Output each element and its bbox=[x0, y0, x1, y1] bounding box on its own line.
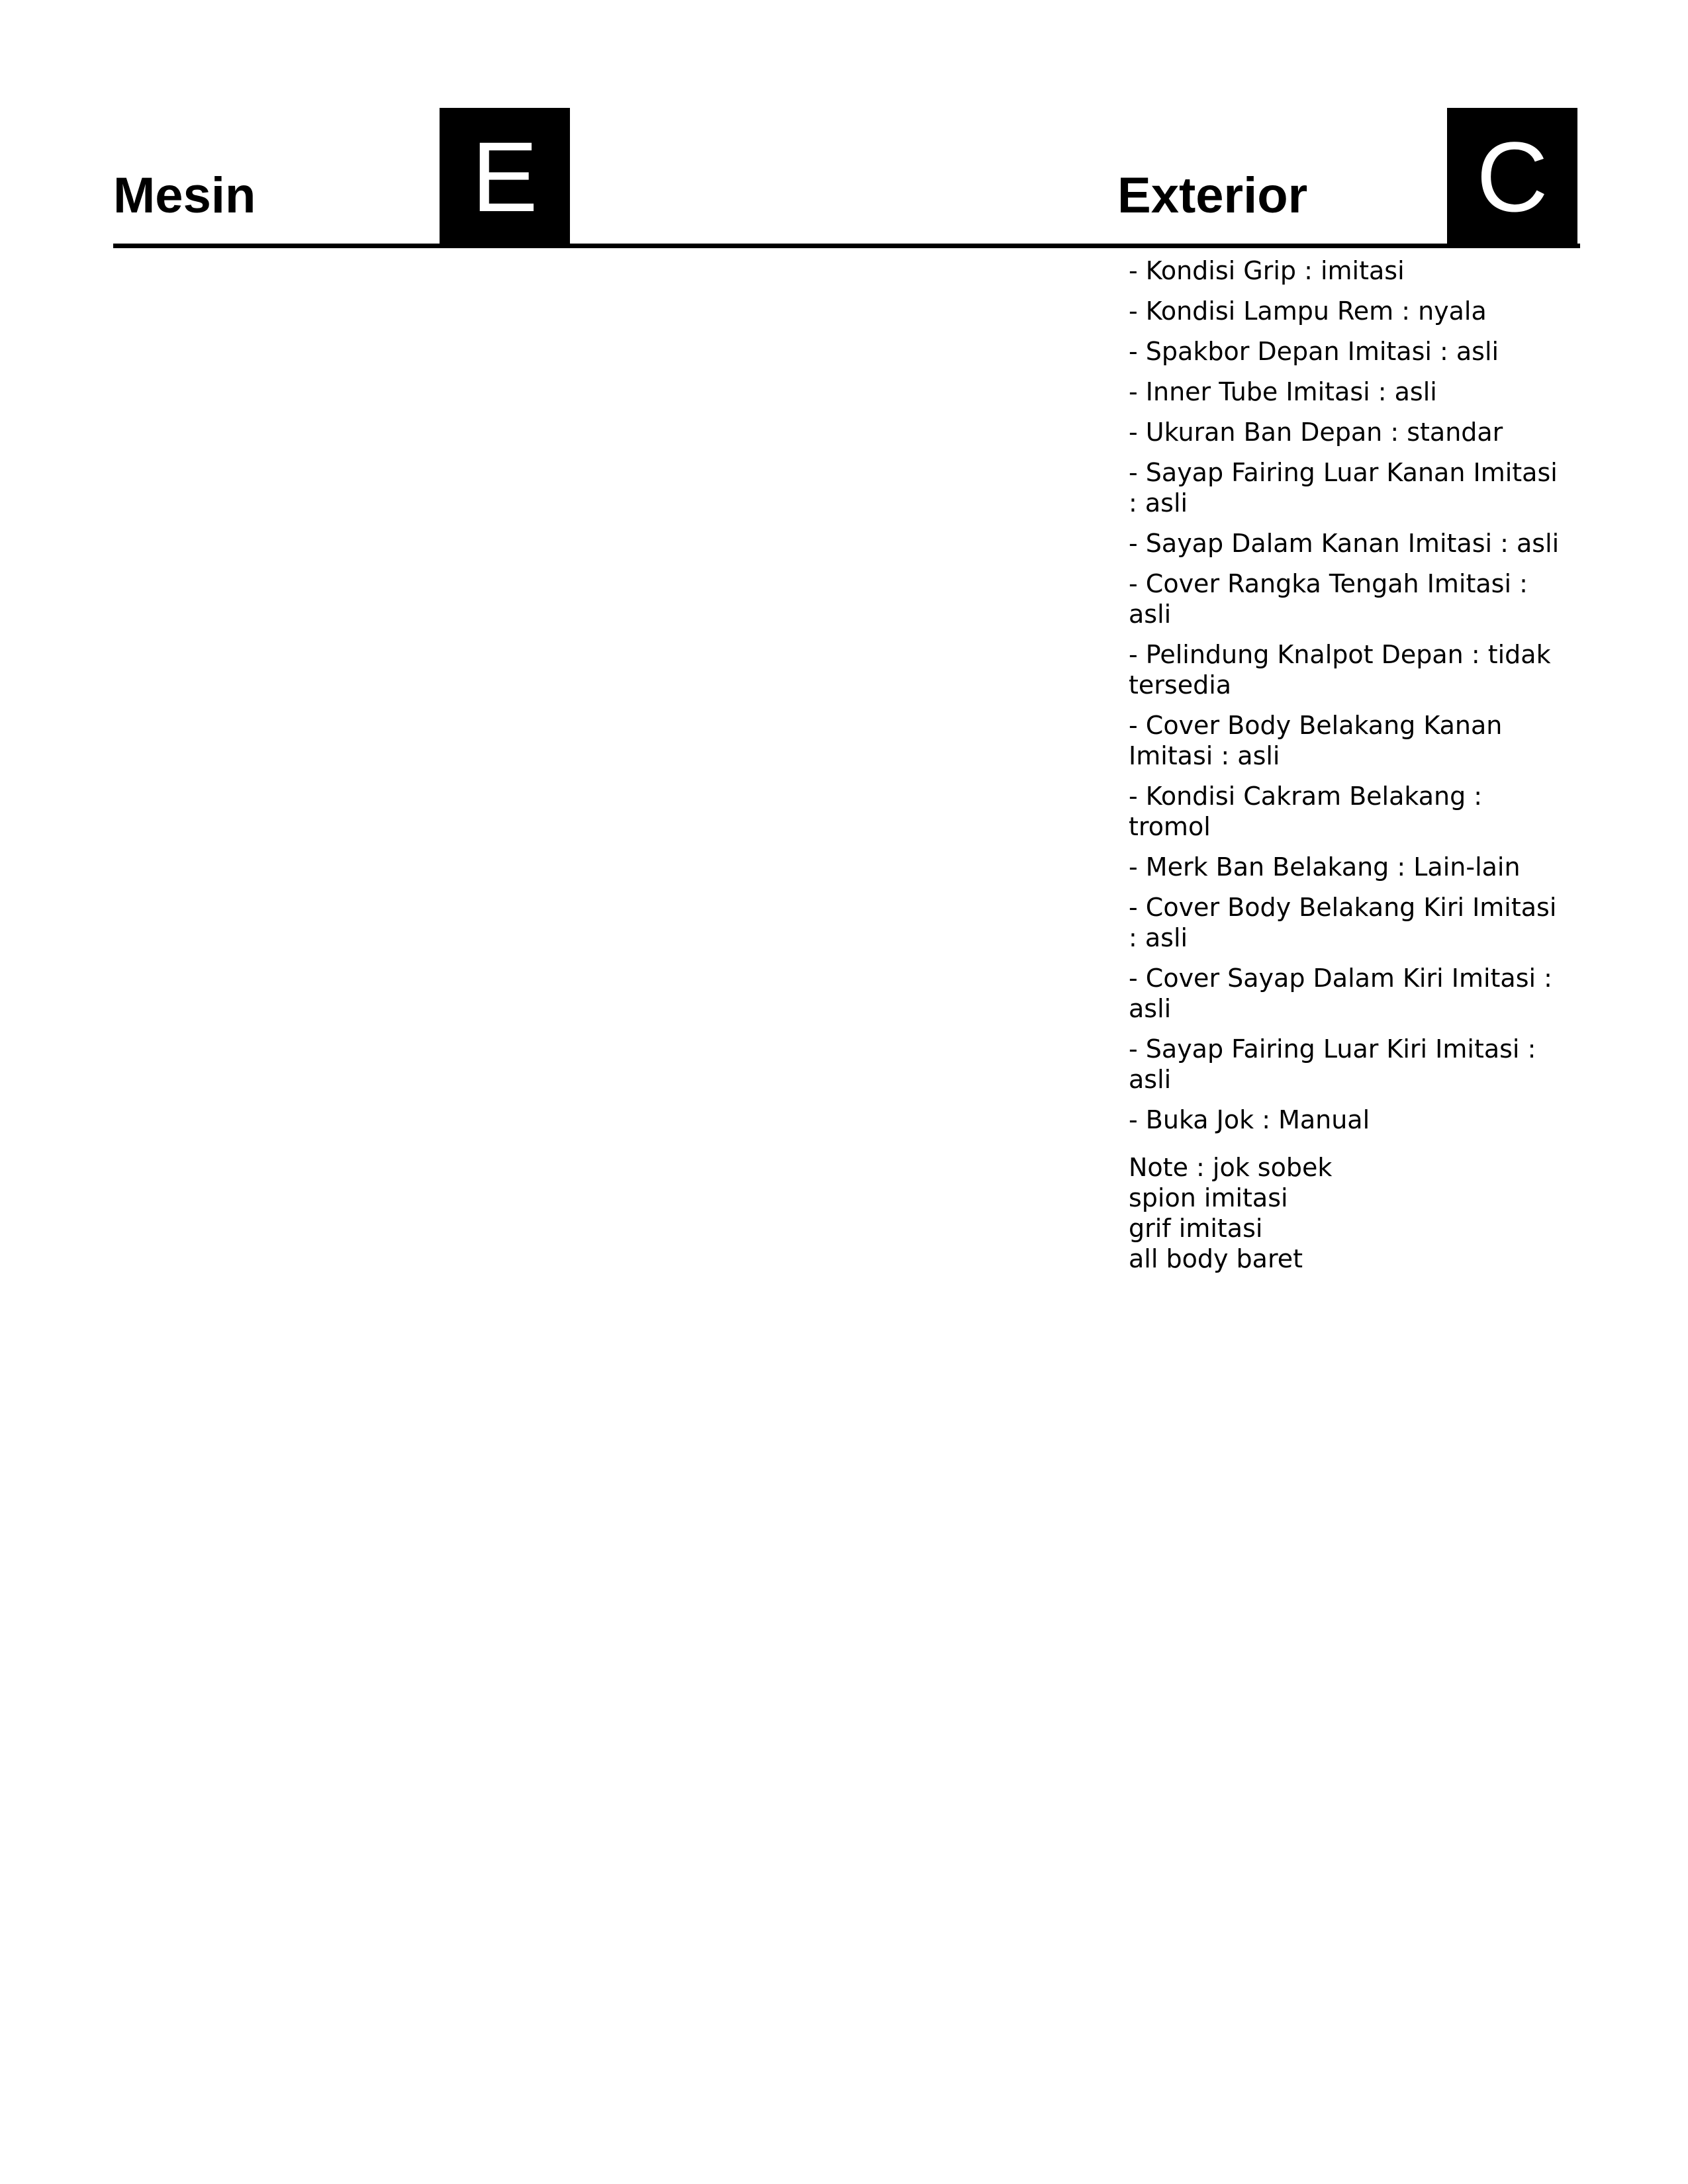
mesin-title: Mesin bbox=[113, 167, 256, 224]
exterior-item-list bbox=[1129, 255, 1566, 1145]
exterior-item: - Spakbor Depan Imitasi : asli bbox=[1129, 337, 1499, 366]
exterior-item: - Merk Ban Belakang : Lain-lain bbox=[1129, 852, 1521, 882]
exterior-item: - Pelindung Knalpot Depan : tidak tersedia bbox=[1129, 640, 1551, 700]
note-line: grif imitasi bbox=[1129, 1214, 1263, 1243]
exterior-item: - Sayap Fairing Luar Kanan Imitasi : asli bbox=[1129, 458, 1558, 518]
exterior-item: - Kondisi Grip : imitasi bbox=[1129, 256, 1405, 285]
exterior-title: Exterior bbox=[1117, 167, 1308, 224]
exterior-item: - Ukuran Ban Depan : standar bbox=[1129, 418, 1503, 447]
note-line: spion imitasi bbox=[1129, 1183, 1288, 1212]
note-line: Note : jok sobek bbox=[1129, 1153, 1333, 1182]
note-line: all body baret bbox=[1129, 1244, 1303, 1273]
exterior-item: - Inner Tube Imitasi : asli bbox=[1129, 377, 1437, 406]
exterior-item: - Sayap Dalam Kanan Imitasi : asli bbox=[1129, 529, 1560, 558]
exterior-grade-badge: C bbox=[1447, 108, 1577, 246]
exterior-item: - Kondisi Lampu Rem : nyala bbox=[1129, 296, 1487, 326]
header-rule bbox=[113, 244, 1580, 248]
exterior-item: - Cover Rangka Tengah Imitasi : asli bbox=[1129, 569, 1528, 629]
mesin-grade-badge: E bbox=[440, 108, 570, 246]
exterior-item: - Sayap Fairing Luar Kiri Imitasi : asli bbox=[1129, 1034, 1536, 1094]
exterior-item: - Cover Body Belakang Kanan Imitasi : asli bbox=[1129, 711, 1503, 770]
exterior-item: - Buka Jok : Manual bbox=[1129, 1105, 1370, 1134]
exterior-item: - Cover Sayap Dalam Kiri Imitasi : asli bbox=[1129, 964, 1552, 1023]
exterior-note bbox=[1129, 1152, 1566, 1274]
exterior-item: - Cover Body Belakang Kiri Imitasi : asli bbox=[1129, 893, 1557, 952]
exterior-item: - Kondisi Cakram Belakang : tromol bbox=[1129, 782, 1483, 841]
